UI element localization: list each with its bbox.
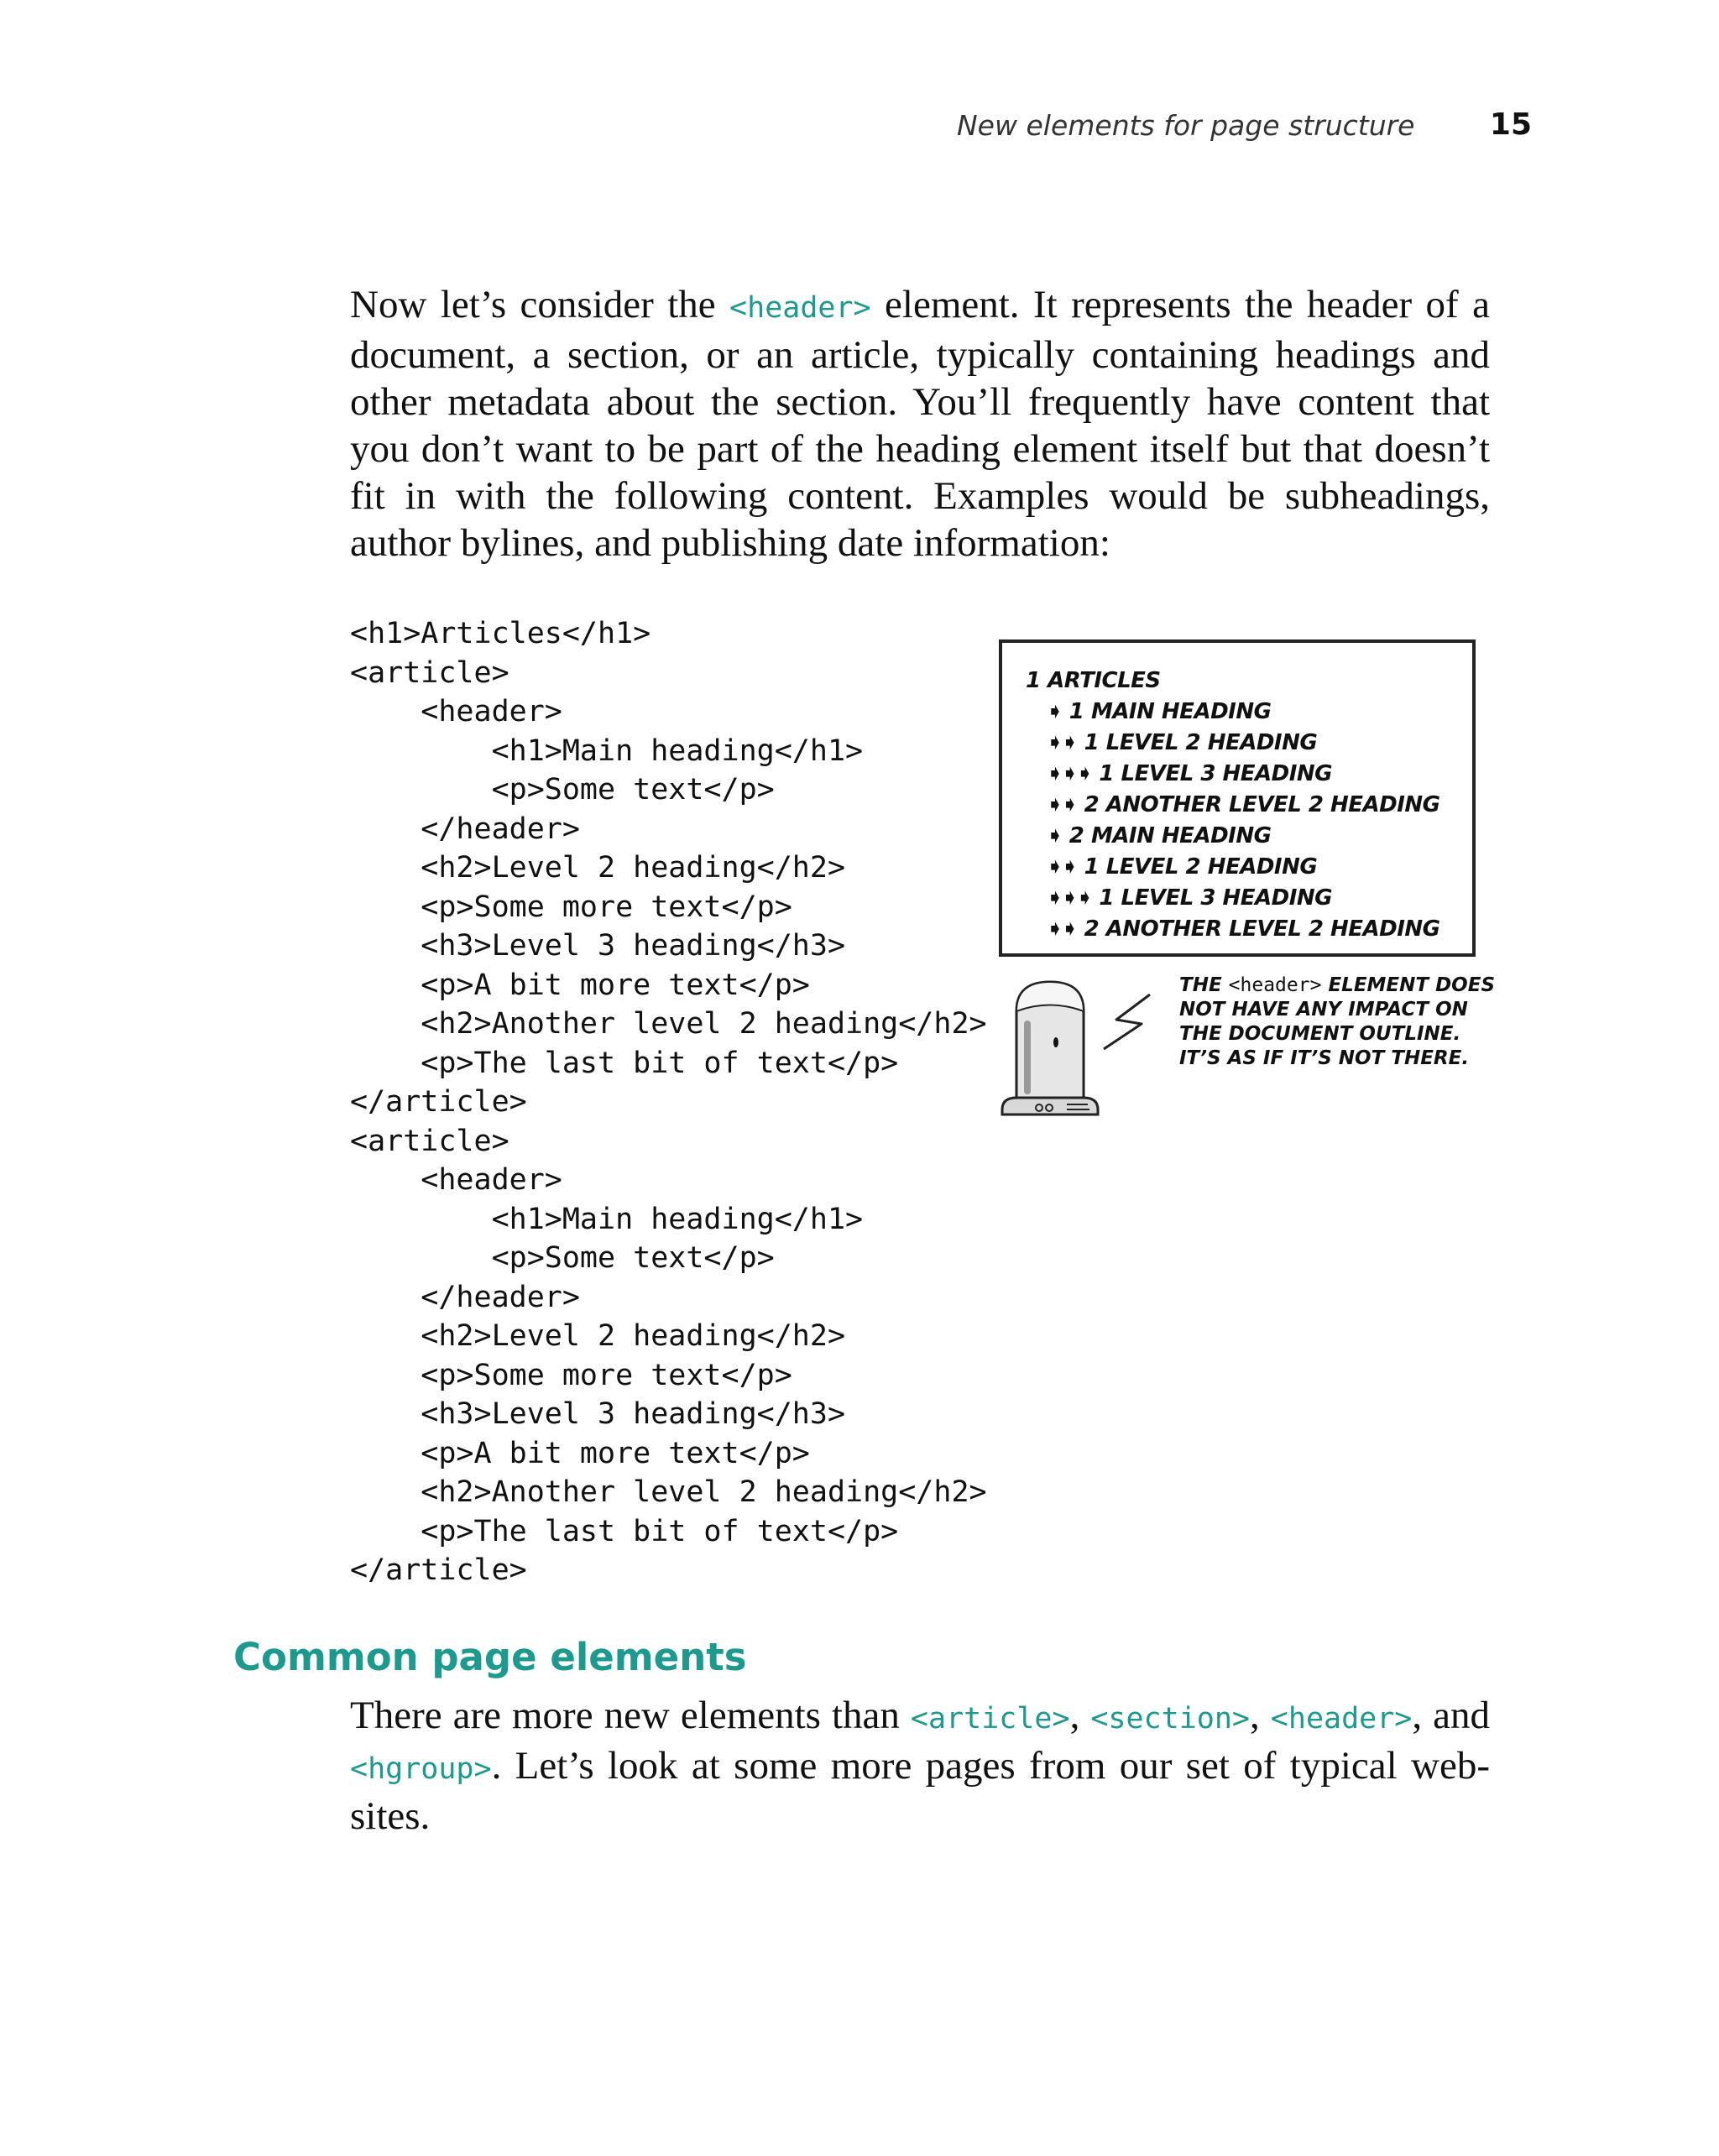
running-head-title: New elements for page structure	[957, 109, 1415, 142]
code-line: <p>Some text</p>	[350, 773, 775, 807]
arrow-icon: ➧➧	[1046, 854, 1076, 880]
code-line: <h3>Level 3 heading</h3>	[350, 1397, 846, 1431]
outline-item	[1046, 792, 1440, 817]
para2-text-5: . Let’s look at some more pages from our set of typical web-sites.	[350, 1744, 1490, 1838]
code-line: <p>The last bit of text</p>	[350, 1046, 899, 1080]
code-line: <p>The last bit of text</p>	[350, 1514, 899, 1548]
code-line: <header>	[350, 1163, 562, 1197]
section-heading: Common page elements	[233, 1635, 747, 1679]
inline-code-header: <header>	[1270, 1702, 1413, 1736]
outline-item-text: 1 LEVEL 3 HEADING	[1099, 761, 1332, 786]
code-line: <h1>Main heading</h1>	[350, 733, 864, 768]
code-line: </article>	[350, 1553, 527, 1587]
code-line: <h2>Another level 2 heading</h2>	[350, 1475, 987, 1509]
inline-code-article: <article>	[910, 1702, 1070, 1736]
speech-indicator-icon	[1091, 982, 1158, 1057]
outline-item	[1046, 916, 1440, 942]
outline-item-text: 1 MAIN HEADING	[1068, 699, 1272, 724]
outline-item-text: 1 LEVEL 3 HEADING	[1099, 885, 1332, 911]
outline-item	[1046, 761, 1332, 786]
code-line: <h2>Level 2 heading</h2>	[350, 1319, 846, 1353]
outline-item	[1046, 885, 1332, 911]
outline-item-text: 2 ANOTHER LEVEL 2 HEADING	[1084, 916, 1440, 942]
para2-text-3: ,	[1250, 1694, 1271, 1737]
para2-text-4: , and	[1412, 1694, 1491, 1737]
robot-icon	[995, 974, 1105, 1125]
caption-text-1: THE	[1179, 974, 1229, 996]
arrow-icon: ➧➧	[1046, 730, 1076, 755]
document-outline-box	[999, 639, 1476, 957]
code-line: <p>Some more text</p>	[350, 1358, 792, 1392]
inline-code-hgroup: <hgroup>	[350, 1752, 492, 1786]
arrow-icon: ➧➧	[1046, 916, 1076, 942]
code-line: <p>Some more text</p>	[350, 890, 792, 924]
inline-code-header: <header>	[729, 291, 871, 325]
code-line: <h3>Level 3 heading</h3>	[350, 929, 846, 963]
arrow-icon: ➧➧	[1046, 792, 1076, 817]
intro-text-1: Now let’s consider the	[350, 283, 730, 326]
caption-code: <header>	[1228, 974, 1322, 996]
code-line: <article>	[350, 1124, 509, 1158]
code-listing	[350, 614, 987, 1590]
code-line: <h1>Articles</h1>	[350, 617, 651, 650]
code-line: <h1>Main heading</h1>	[350, 1202, 864, 1236]
robot-caption	[1179, 974, 1498, 1071]
outline-item-text: 1 ARTICLES	[1026, 668, 1161, 693]
code-line: <header>	[350, 695, 562, 728]
code-line: </header>	[350, 1280, 580, 1314]
para2-text-2: ,	[1069, 1694, 1091, 1737]
intro-paragraph	[350, 281, 1490, 566]
outline-item-text: 2 MAIN HEADING	[1068, 823, 1272, 848]
common-elements-paragraph	[350, 1692, 1490, 1840]
code-line: <h2>Another level 2 heading</h2>	[350, 1007, 987, 1041]
outline-item	[1046, 854, 1317, 880]
code-line: </header>	[350, 812, 580, 846]
outline-item	[1046, 699, 1271, 724]
inline-code-section: <section>	[1090, 1702, 1251, 1736]
code-line: <h2>Level 2 heading</h2>	[350, 851, 846, 885]
caption-text-2: ELEMENT DOES NOT HAVE ANY IMPACT ON THE DOCUMENT OUTLINE. IT’S AS IF IT’S NOT THERE.	[1179, 974, 1496, 1069]
intro-text-2: element. It represents the header of a document, a section, or an article, typically containing headings and other metadata about the section. You’ll frequently have content that you don’t want to be part of the heading element itself but that doesn’t fit in with the following content. Examples would be subheadings, author bylines, and publishing date information:	[350, 283, 1490, 565]
para2-text-1: There are more new elements than	[350, 1694, 911, 1737]
page-number: 15	[1489, 107, 1532, 142]
code-line: <article>	[350, 655, 509, 690]
arrow-icon: ➧➧➧	[1046, 761, 1091, 786]
outline-item-text: 1 LEVEL 2 HEADING	[1084, 854, 1318, 880]
arrow-icon: ➧	[1046, 699, 1061, 724]
code-line: <p>A bit more text</p>	[350, 968, 810, 1002]
code-line: </article>	[350, 1085, 527, 1119]
outline-item	[1046, 823, 1271, 848]
outline-item-text: 1 LEVEL 2 HEADING	[1084, 730, 1318, 755]
outline-item-text: 2 ANOTHER LEVEL 2 HEADING	[1084, 792, 1440, 817]
code-line: <p>A bit more text</p>	[350, 1436, 810, 1470]
outline-item	[1046, 730, 1317, 755]
arrow-icon: ➧➧➧	[1046, 885, 1091, 911]
outline-item	[1026, 668, 1161, 693]
arrow-icon: ➧	[1046, 823, 1061, 848]
code-line: <p>Some text</p>	[350, 1241, 775, 1275]
